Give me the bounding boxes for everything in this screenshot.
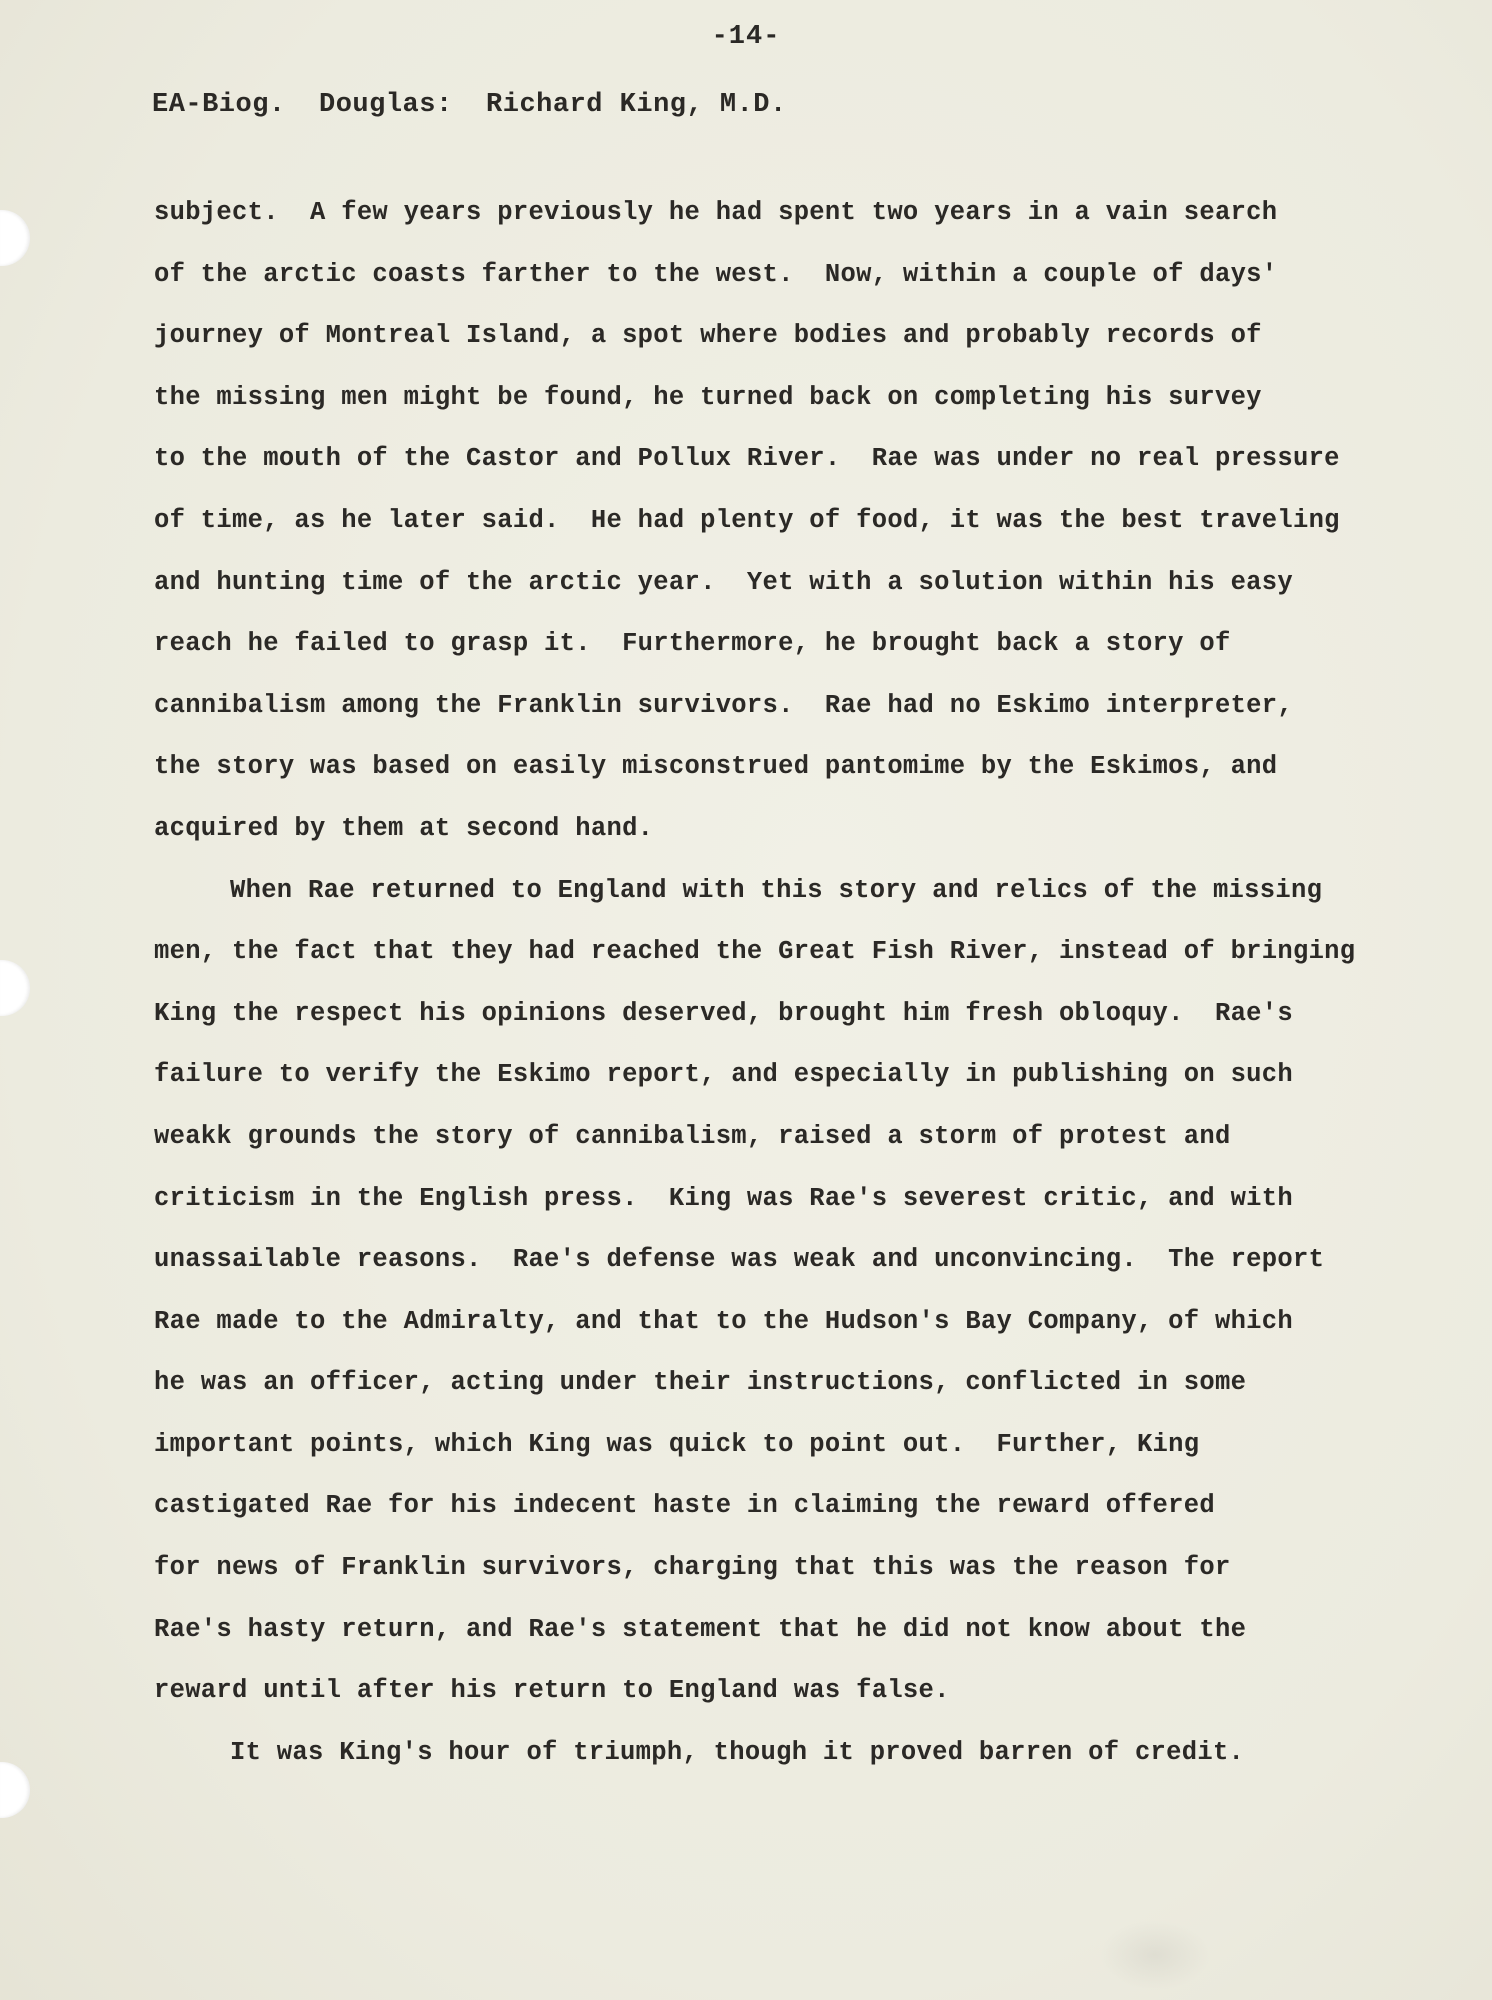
- text-line: When Rae returned to England with this story and relics of the missing: [230, 875, 1323, 905]
- text-line: castigated Rae for his indecent haste in claiming the reward offered: [154, 1491, 1215, 1521]
- text-line: the missing men might be found, he turned back on completing his survey: [154, 382, 1262, 412]
- text-line: criticism in the English press. King was Rae's severest critic, and with: [154, 1183, 1293, 1213]
- text-line: and hunting time of the arctic year. Yet with a solution within his easy: [154, 567, 1293, 597]
- page-number: -14-: [711, 22, 781, 52]
- text-line: he was an officer, acting under their instructions, conflicted in some: [154, 1368, 1247, 1398]
- text-line: acquired by them at second hand.: [154, 813, 654, 843]
- text-line: of the arctic coasts farther to the west. Now, within a couple of days': [154, 259, 1278, 289]
- text-line: journey of Montreal Island, a spot where bodies and probably records of: [154, 321, 1262, 351]
- text-line: failure to verify the Eskimo report, and especially in publishing on such: [154, 1060, 1293, 1090]
- text-line: Rae made to the Admiralty, and that to the Hudson's Bay Company, of which: [154, 1306, 1293, 1336]
- text-line: men, the fact that they had reached the Great Fish River, instead of bringing: [154, 937, 1356, 967]
- text-line: reward until after his return to England was false.: [154, 1676, 950, 1706]
- text-line: weakk grounds the story of cannibalism, raised a storm of protest and: [154, 1121, 1231, 1151]
- text-line: King the respect his opinions deserved, brought him fresh obloquy. Rae's: [154, 998, 1293, 1028]
- document-header: EA-Biog. Douglas: Richard King, M.D.: [152, 90, 787, 120]
- text-line: for news of Franklin survivors, charging that this was the reason for: [154, 1553, 1231, 1583]
- text-line: to the mouth of the Castor and Pollux River. Rae was under no real pressure: [154, 444, 1340, 474]
- text-line: subject. A few years previously he had spent two years in a vain search: [154, 198, 1278, 227]
- punch-hole-bottom: [0, 1762, 30, 1818]
- smudge-mark: [1100, 1920, 1210, 1990]
- text-line: of time, as he later said. He had plenty of food, it was the best traveling: [154, 505, 1340, 535]
- body-text: [154, 198, 1354, 1799]
- text-line: important points, which King was quick to point out. Further, King: [154, 1429, 1200, 1459]
- punch-hole-top: [0, 210, 30, 266]
- punch-hole-middle: [0, 960, 30, 1016]
- text-line: It was King's hour of triumph, though it proved barren of credit.: [230, 1737, 1245, 1767]
- text-line: reach he failed to grasp it. Furthermore, he brought back a story of: [154, 629, 1231, 659]
- text-line: the story was based on easily misconstrued pantomime by the Eskimos, and: [154, 752, 1278, 782]
- text-line: cannibalism among the Franklin survivors. Rae had no Eskimo interpreter,: [154, 690, 1293, 720]
- text-line: unassailable reasons. Rae's defense was weak and unconvincing. The report: [154, 1245, 1325, 1275]
- text-line: Rae's hasty return, and Rae's statement that he did not know about the: [154, 1614, 1247, 1644]
